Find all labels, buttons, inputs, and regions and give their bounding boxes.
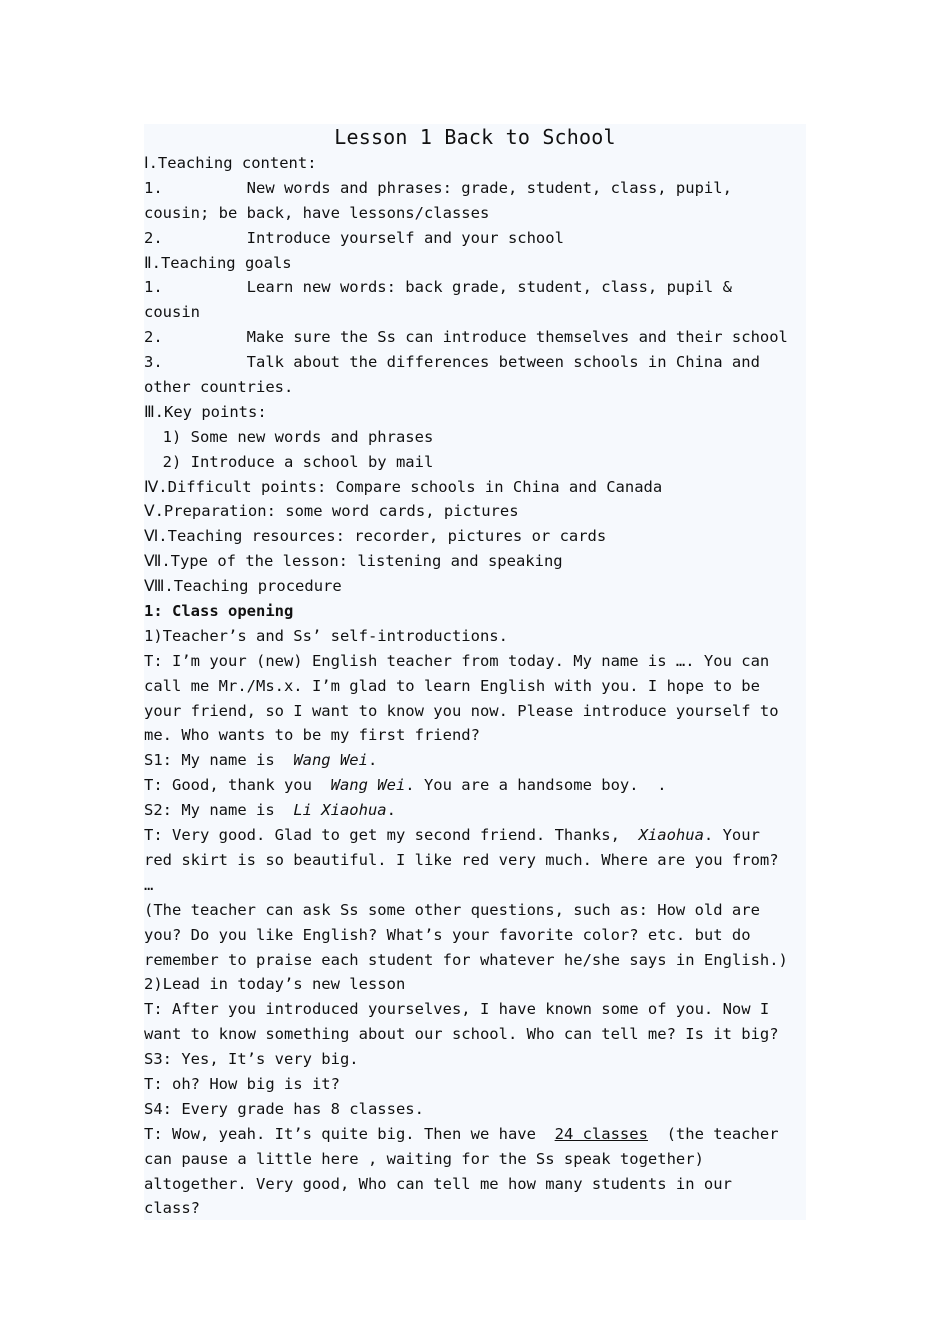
dialogue-line: T: After you introduced yourselves, I have known some of you. Now I — [144, 1000, 770, 1019]
section-teaching-content: Ⅰ.Teaching content: — [144, 154, 317, 172]
section-teaching-goals: Ⅱ.Teaching goals — [144, 253, 292, 272]
dialogue-text: (the teacher — [647, 1124, 779, 1143]
goal-item-3-cont: other countries. — [144, 378, 294, 397]
goal-item-1: 1. Learn new words: back grade, student, class, pupil & — [144, 278, 732, 297]
key-point-2: 2) Introduce a school by mail — [144, 452, 434, 471]
teacher-note: remember to praise each student for whatever he/she says in English.) — [144, 950, 788, 969]
underlined-answer: 24 classes — [554, 1124, 648, 1143]
student-name: Xiaohua — [638, 826, 704, 845]
dialogue-text: . — [386, 801, 396, 820]
content-item-1: 1. New words and phrases: grade, student, class, pupil, — [144, 178, 732, 197]
student-name: Wang Wei — [293, 751, 368, 770]
dialogue-line-s2 — [144, 798, 806, 823]
dialogue-text: . Your — [703, 826, 760, 845]
dialogue-line: me. Who wants to be my first friend? — [144, 726, 480, 745]
section-difficult-points: Ⅳ.Difficult points: Compare schools in China and Canada — [144, 477, 663, 496]
section-key-points: Ⅲ.Key points: — [144, 402, 267, 421]
dialogue-text: T: Very good. Glad to get my second friend. Thanks, — [144, 826, 639, 845]
dialogue-text: . — [367, 751, 378, 770]
dialogue-line: class? — [144, 1199, 200, 1218]
section-teaching-resources: Ⅵ.Teaching resources: recorder, pictures or cards — [144, 527, 607, 546]
dialogue-line: red skirt is so beautiful. I like red very much. Where are you from? — [144, 850, 779, 869]
student-name: Li Xiaohua — [293, 801, 387, 820]
dialogue-line: T: oh? How big is it? — [144, 1074, 340, 1093]
dialogue-line-s1 — [144, 748, 806, 773]
dialogue-line: call me Mr./Ms.x. I’m glad to learn English with you. I hope to be — [144, 676, 760, 695]
key-point-1: 1) Some new words and phrases — [144, 427, 434, 446]
goal-item-1-cont: cousin — [144, 303, 200, 322]
dialogue-line: want to know something about our school. Who can tell me? Is it big? — [144, 1025, 779, 1044]
lesson-title: Lesson 1 Back to School — [334, 125, 616, 149]
goal-item-2: 2. Make sure the Ss can introduce themselves and their school — [144, 328, 788, 347]
substep-lead-in: 2)Lead in today’s new lesson — [144, 975, 406, 994]
teacher-note: (The teacher can ask Ss some other questions, such as: How old are — [144, 900, 760, 919]
section-lesson-type: Ⅶ.Type of the lesson: listening and speaking — [144, 552, 563, 571]
dialogue-line: your friend, so I want to know you now. Please introduce yourself to — [144, 701, 779, 720]
dialogue-line: S3: Yes, It’s very big. — [144, 1050, 359, 1069]
dialogue-line-t3 — [144, 1122, 806, 1147]
student-name: Wang Wei — [330, 776, 406, 795]
dialogue-line: T: I’m your (new) English teacher from today. My name is …. You can — [144, 651, 770, 670]
substep-introductions: 1)Teacher’s and Ss’ self-introductions. — [144, 626, 508, 645]
section-preparation: Ⅴ.Preparation: some word cards, pictures — [144, 502, 519, 521]
dialogue-text: S1: My name is — [144, 751, 294, 770]
dialogue-line: S4: Every grade has 8 classes. — [144, 1099, 424, 1118]
goal-item-3: 3. Talk about the differences between schools in China and — [144, 353, 760, 372]
step-class-opening-heading: 1: Class opening — [144, 602, 294, 621]
lesson-plan-page — [144, 124, 806, 1220]
dialogue-text: T: Good, thank you — [144, 776, 331, 795]
section-teaching-procedure: Ⅷ.Teaching procedure — [144, 577, 342, 596]
ellipsis-line: … — [144, 875, 154, 894]
dialogue-line-t1 — [144, 773, 806, 798]
dialogue-line: altogether. Very good, Who can tell me how many students in our — [144, 1174, 732, 1193]
teacher-note: you? Do you like English? What’s your favorite color? etc. but do — [144, 925, 751, 944]
dialogue-text: S2: My name is — [144, 801, 294, 820]
dialogue-line: can pause a little here , waiting for the Ss speak together) — [144, 1149, 704, 1168]
dialogue-text: T: Wow, yeah. It’s quite big. Then we have — [144, 1124, 555, 1143]
dialogue-text: . You are a handsome boy. . — [405, 776, 667, 795]
dialogue-line-t2 — [144, 823, 806, 848]
content-item-1-cont: cousin; be back, have lessons/classes — [144, 203, 490, 222]
content-item-2: 2. Introduce yourself and your school — [144, 228, 564, 247]
